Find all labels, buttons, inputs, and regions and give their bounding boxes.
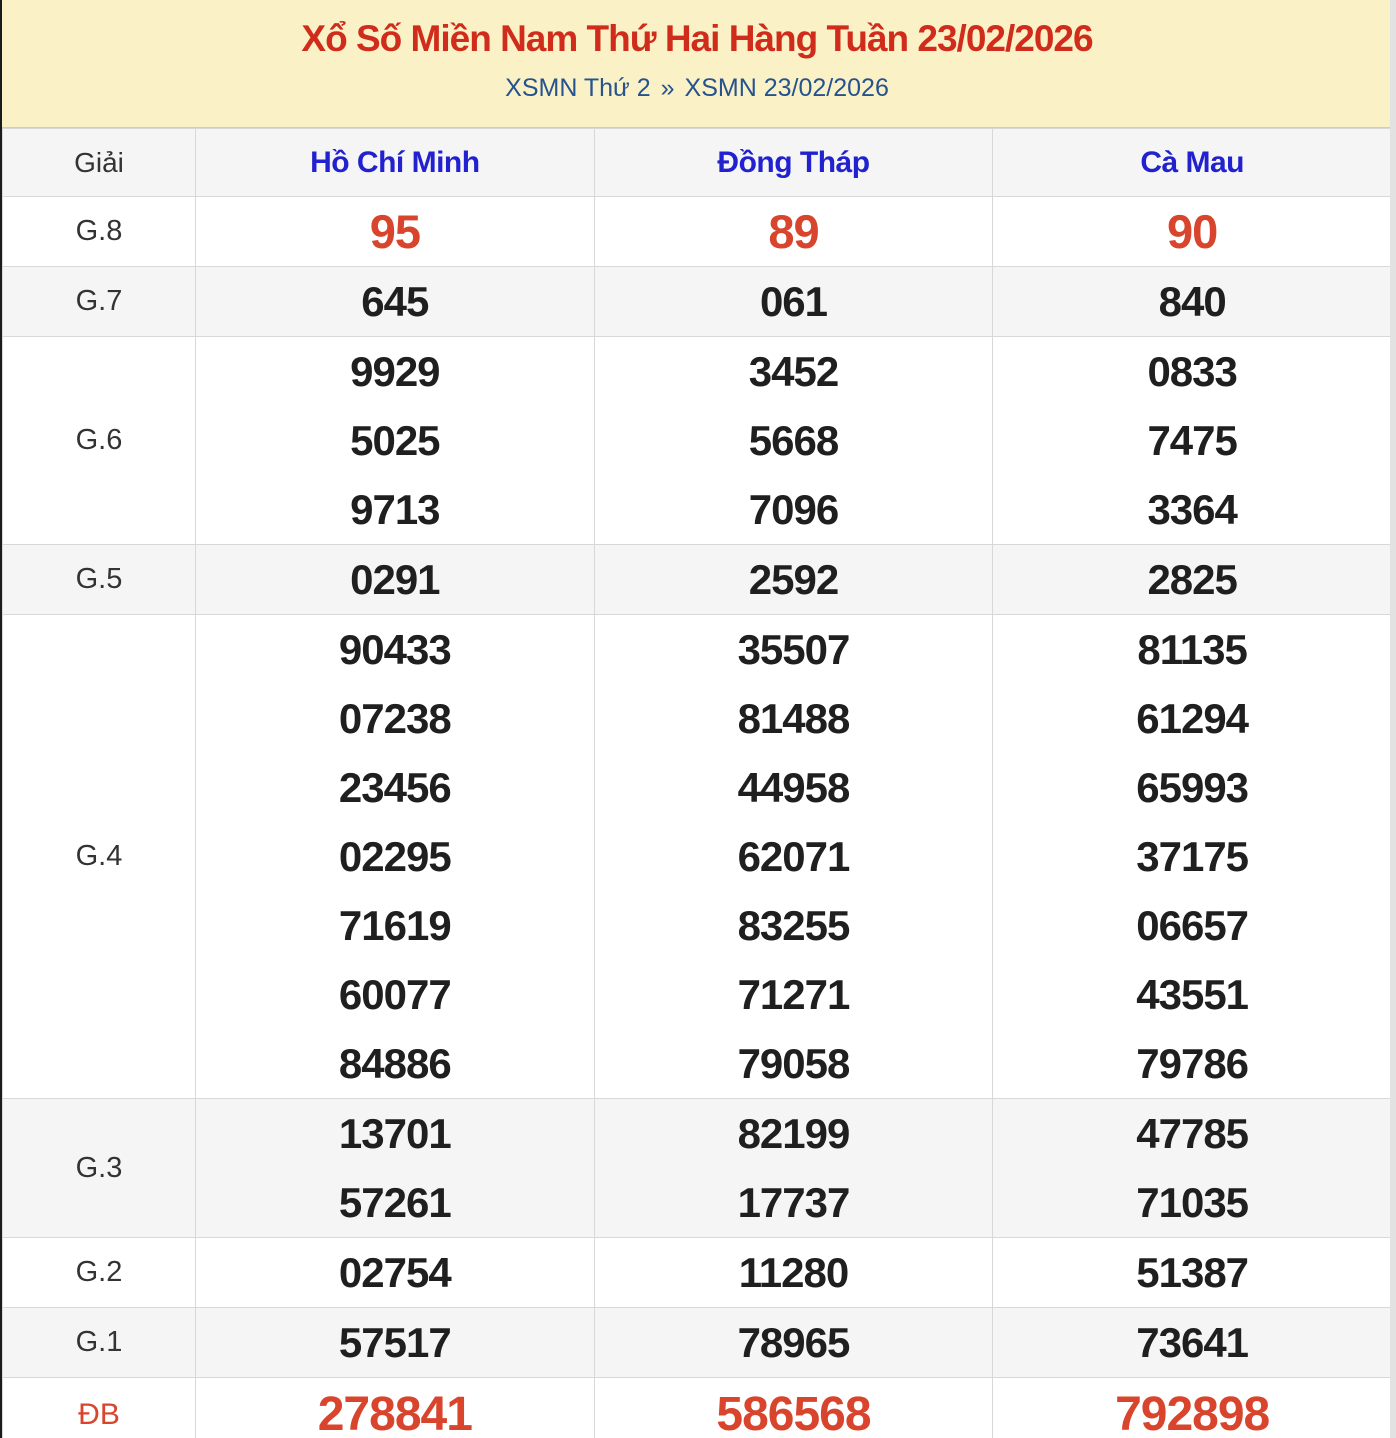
result-cell-g-6-dong-thap: [594, 337, 993, 545]
result-number: 5025: [350, 417, 440, 464]
result-number: 06657: [1136, 902, 1249, 949]
result-number: 11280: [738, 1249, 849, 1296]
prize-row-g-7: [3, 267, 1392, 337]
result-number: 79786: [1136, 1040, 1249, 1087]
result-number: 07238: [338, 695, 451, 742]
prize-label-g-4: G.4: [3, 615, 196, 1099]
result-number: 2825: [1147, 556, 1237, 603]
result-number: 81135: [1137, 626, 1247, 673]
result-number: 90: [1167, 205, 1218, 258]
result-cell-g-7-ho-chi-minh: [196, 267, 595, 337]
result-number: 7096: [748, 486, 839, 533]
result-number: 84886: [338, 1040, 451, 1087]
result-number: 81488: [737, 695, 850, 742]
result-number: 65993: [1136, 764, 1249, 811]
breadcrumb-link-date[interactable]: XSMN 23/02/2026: [684, 74, 889, 102]
column-header-dong-thap: [594, 129, 993, 197]
result-cell-g-3-dong-thap: [594, 1099, 993, 1238]
result-cell-g-8-dong-thap: [594, 197, 993, 267]
results-table: [2, 128, 1392, 1438]
prize-row-g-2: [3, 1238, 1392, 1308]
result-number: 71035: [1136, 1179, 1249, 1226]
result-number: 60077: [338, 971, 451, 1018]
result-number: 5668: [748, 417, 839, 464]
result-number: 9929: [350, 348, 440, 395]
prize-row-g-8: [3, 197, 1392, 267]
result-cell-g-4-dong-thap: [594, 615, 993, 1099]
result-number: 44958: [737, 764, 850, 811]
result-number: 0291: [350, 556, 440, 603]
prize-label-g-6: G.6: [3, 337, 196, 545]
result-number: 13701: [338, 1110, 451, 1157]
result-cell-g-2-ho-chi-minh: [196, 1238, 595, 1308]
result-number: 792898: [1115, 1388, 1270, 1438]
prize-row-g-1: [3, 1308, 1392, 1378]
result-cell-g-4-ca-mau: [993, 615, 1392, 1099]
result-number: 35507: [737, 626, 850, 673]
result-number: 82199: [737, 1110, 850, 1157]
prize-label-g-5: G.5: [3, 545, 196, 615]
result-number: 57517: [338, 1319, 451, 1366]
prize-label-g-8: G.8: [3, 197, 196, 267]
result-cell-g-5-ca-mau: [993, 545, 1392, 615]
result-number: 57261: [338, 1179, 451, 1226]
column-header-ca-mau: [993, 129, 1392, 197]
result-cell-g-7-dong-thap: [594, 267, 993, 337]
result-cell-g-7-ca-mau: [993, 267, 1392, 337]
result-cell-g-4-ho-chi-minh: [196, 615, 595, 1099]
result-cell-g-1-ca-mau: [993, 1308, 1392, 1378]
result-number: 2592: [748, 556, 839, 603]
breadcrumb-link-weekday[interactable]: XSMN Thứ 2: [505, 74, 651, 102]
result-number: 23456: [338, 764, 451, 811]
result-number: 83255: [737, 902, 850, 949]
result-cell-db-ca-mau: [993, 1378, 1392, 1438]
result-cell-g-2-ca-mau: [993, 1238, 1392, 1308]
result-cell-g-1-dong-thap: [594, 1308, 993, 1378]
result-number: 840: [1158, 278, 1226, 325]
result-cell-g-6-ho-chi-minh: [196, 337, 595, 545]
result-number: 586568: [716, 1388, 871, 1438]
prize-label-g-2: G.2: [3, 1238, 196, 1308]
result-cell-g-3-ca-mau: [993, 1099, 1392, 1238]
prize-column-header: Giải: [3, 129, 196, 197]
prize-label-g-1: G.1: [3, 1308, 196, 1378]
result-number: 90433: [338, 626, 451, 673]
result-number: 3364: [1147, 486, 1237, 533]
result-cell-g-3-ho-chi-minh: [196, 1099, 595, 1238]
result-number: 43551: [1136, 971, 1249, 1018]
province-link-dong-thap[interactable]: Đồng Tháp: [717, 145, 870, 179]
province-link-ho-chi-minh[interactable]: Hồ Chí Minh: [310, 145, 480, 179]
result-number: 78965: [737, 1319, 850, 1366]
result-cell-g-5-ho-chi-minh: [196, 545, 595, 615]
result-number: 17737: [737, 1179, 850, 1226]
result-cell-db-dong-thap: [594, 1378, 993, 1438]
result-number: 61294: [1136, 695, 1249, 742]
page-title: Xổ Số Miền Nam Thứ Hai Hàng Tuần 23/02/2026: [301, 18, 1093, 59]
result-number: 95: [369, 205, 420, 258]
result-number: 89: [768, 205, 819, 258]
result-number: 62071: [737, 833, 850, 880]
result-number: 37175: [1136, 833, 1249, 880]
result-cell-g-5-dong-thap: [594, 545, 993, 615]
result-number: 02754: [338, 1249, 451, 1296]
prize-row-g-6: [3, 337, 1392, 545]
page-header: [2, 0, 1392, 128]
prize-label-db: ĐB: [3, 1378, 196, 1438]
prize-label-g-3: G.3: [3, 1099, 196, 1238]
result-number: 73641: [1136, 1319, 1249, 1366]
result-cell-db-ho-chi-minh: [196, 1378, 595, 1438]
result-number: 79058: [737, 1040, 850, 1087]
result-number: 47785: [1136, 1110, 1249, 1157]
result-number: 71271: [737, 971, 850, 1018]
result-number: 71619: [338, 902, 451, 949]
province-link-ca-mau[interactable]: Cà Mau: [1140, 145, 1244, 179]
prize-row-g-5: [3, 545, 1392, 615]
breadcrumb-separator: »: [660, 74, 675, 102]
result-number: 278841: [317, 1388, 472, 1438]
result-number: 02295: [338, 833, 451, 880]
breadcrumb: [2, 72, 1392, 104]
result-cell-g-1-ho-chi-minh: [196, 1308, 595, 1378]
prize-row-g-4: [3, 615, 1392, 1099]
result-number: 7475: [1147, 417, 1237, 464]
result-cell-g-6-ca-mau: [993, 337, 1392, 545]
results-table-body: [3, 197, 1392, 1438]
result-number: 51387: [1136, 1249, 1249, 1296]
prize-row-db: [3, 1378, 1392, 1438]
result-number: 061: [759, 278, 828, 325]
result-number: 0833: [1147, 348, 1237, 395]
result-number: 645: [361, 278, 429, 325]
result-cell-g-8-ca-mau: [993, 197, 1392, 267]
result-number: 3452: [748, 348, 839, 395]
table-header-row: [3, 129, 1392, 197]
result-cell-g-8-ho-chi-minh: [196, 197, 595, 267]
column-header-ho-chi-minh: [196, 129, 595, 197]
prize-row-g-3: [3, 1099, 1392, 1238]
result-cell-g-2-dong-thap: [594, 1238, 993, 1308]
result-number: 9713: [350, 486, 440, 533]
scrollbar-track[interactable]: [1390, 0, 1396, 1438]
prize-label-g-7: G.7: [3, 267, 196, 337]
